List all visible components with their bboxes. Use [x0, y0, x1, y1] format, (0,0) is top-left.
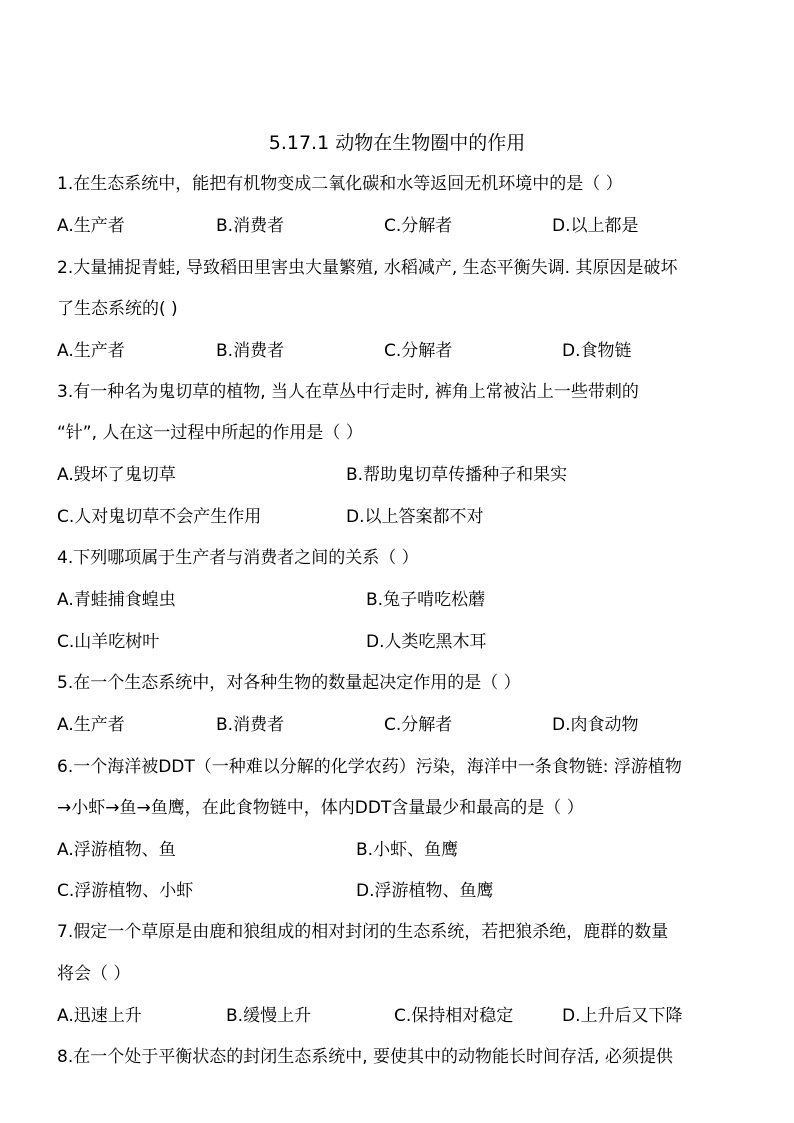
question-4-text: 4.下列哪项属于生产者与消费者之间的关系（ ） [57, 548, 419, 568]
question-4-option-b: B.兔子啃吃松蘑 [366, 590, 486, 610]
question-7-text-cont: 将会（ ） [57, 964, 131, 984]
question-7-option-b: B.缓慢上升 [226, 1006, 312, 1026]
question-3-option-a: A.毁坏了鬼切草 [57, 465, 176, 485]
question-3-option-d: D.以上答案都不对 [346, 507, 484, 527]
question-5-option-b: B.消费者 [216, 715, 285, 735]
question-6-option-a: A.浮游植物、鱼 [57, 840, 176, 860]
question-6-option-b: B.小虾、鱼鹰 [356, 840, 459, 860]
question-3-text: 3.有一种名为鬼切草的植物, 当人在草丛中行走时, 裤角上常被沾上一些带刺的 [57, 382, 639, 402]
question-5-option-d: D.肉食动物 [552, 715, 639, 735]
question-5-text: 5.在一个生态系统中，对各种生物的数量起决定作用的是（ ） [57, 673, 521, 693]
question-4-option-c: C.山羊吃树叶 [57, 632, 160, 652]
question-1-option-d: D.以上都是 [552, 216, 639, 236]
question-2-text-cont: 了生态系统的( ) [57, 299, 178, 319]
question-6-text-cont: →小虾→鱼→鱼鹰，在此食物链中，体内DDT含量最少和最高的是（ ） [57, 798, 584, 818]
question-6-option-d: D.浮游植物、鱼鹰 [356, 881, 494, 901]
question-7-option-d: D.上升后又下降 [562, 1006, 683, 1026]
question-3-text-cont: “针”, 人在这一过程中所起的作用是（ ） [57, 423, 363, 443]
question-1-option-c: C.分解者 [384, 216, 453, 236]
question-3-option-c: C.人对鬼切草不会产生作用 [57, 507, 262, 527]
question-6-option-c: C.浮游植物、小虾 [57, 881, 194, 901]
question-2-option-d: D.食物链 [562, 341, 632, 361]
question-5-option-a: A.生产者 [57, 715, 125, 735]
question-1-text: 1.在生态系统中，能把有机物变成二氧化碳和水等返回无机环境中的是（ ） [57, 174, 623, 194]
question-3-option-b: B.帮助鬼切草传播种子和果实 [346, 465, 568, 485]
question-4-option-a: A.青蛙捕食蝗虫 [57, 590, 176, 610]
question-7-option-c: C.保持相对稳定 [394, 1006, 514, 1026]
question-1-option-a: A.生产者 [57, 216, 125, 236]
question-6-text: 6.一个海洋被DDT（一种难以分解的化学农药）污染，海洋中一条食物链: 浮游植物 [57, 757, 682, 777]
question-4-option-d: D.人类吃黑木耳 [366, 632, 487, 652]
question-5-option-c: C.分解者 [384, 715, 453, 735]
question-8-text: 8.在一个处于平衡状态的封闭生态系统中, 要使其中的动物能长时间存活, 必须提供 [57, 1047, 673, 1067]
question-2-option-b: B.消费者 [216, 341, 285, 361]
question-2-option-a: A.生产者 [57, 341, 125, 361]
question-7-text: 7.假定一个草原是由鹿和狼组成的相对封闭的生态系统，若把狼杀绝，鹿群的数量 [57, 922, 669, 942]
question-2-text: 2.大量捕捉青蛙, 导致稻田里害虫大量繁殖, 水稻减产, 生态平衡失调. 其原因是破坏 [57, 258, 678, 278]
page-title: 5.17.1 动物在生物圈中的作用 [268, 132, 526, 154]
question-1-option-b: B.消费者 [216, 216, 285, 236]
question-2-option-c: C.分解者 [384, 341, 453, 361]
question-7-option-a: A.迅速上升 [57, 1006, 142, 1026]
